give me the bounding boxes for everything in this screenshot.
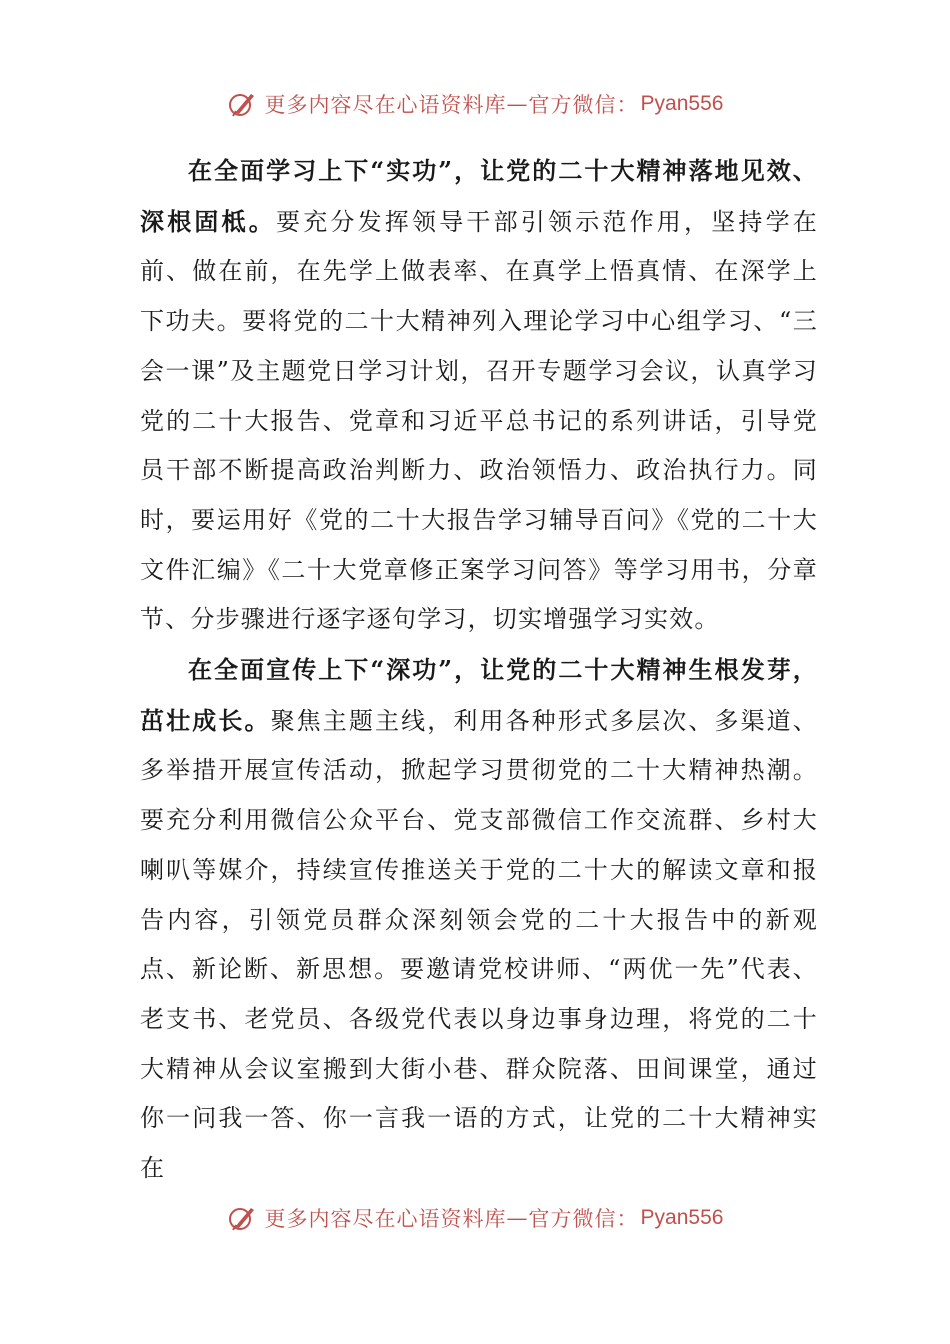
document-body [140, 146, 818, 1194]
footer-banner [0, 1198, 950, 1238]
banner-dash: — [506, 1206, 529, 1230]
paragraph-body: 聚焦主题主线，利用各种形式多层次、多渠道、多举措开展宣传活动，掀起学习贯彻党的二十大精神热潮。要充分利用微信公众平台、党支部微信工作交流群、乡村大喇叭等媒介，持续宣传推送关于党的二十大的解读文章和报告内容，引领党员群众深刻领会党的二十大报告中的新观点、新论断、新思想。要邀请党校讲师、“两优一先”代表、老支书、老党员、各级党代表以身边事身边理，将党的二十大精神从会议室搬到大街小巷、群众院落、田间课堂，通过你一问我一答、你一言我一语的方式，让党的二十大精神实在 [140, 706, 818, 1183]
paragraph-lead: 在全面学习上下“实功”，让党的二十大精神落地见效、深根固柢。 [140, 156, 818, 236]
paragraph-lead: 在全面宣传上下“深功”，让党的二十大精神生根发芽，茁壮成长。 [140, 655, 818, 735]
banner-dash: — [506, 92, 529, 116]
paragraph-publicity [140, 645, 818, 1194]
banner-site-text: 更多内容尽在心语资料库 [264, 1207, 507, 1231]
paragraph-study [140, 146, 818, 645]
quill-pen-logo-icon [227, 89, 257, 119]
banner-site-text: 更多内容尽在心语资料库 [264, 93, 507, 117]
paragraph-body: 要充分发挥领导干部引领示范作用，坚持学在前、做在前，在先学上做表率、在真学上悟真情、在深学上下功夫。要将党的二十大精神列入理论学习中心组学习、“三会一课”及主题党日学习计划，召开专题学习会议，认真学习党的二十大报告、党章和习近平总书记的系列讲话，引导党员干部不断提高政治判断力、政治领悟力、政治执行力。同时，要运用好《党的二十大报告学习辅导百问》《党的二十大文件汇编》《二十大党章修正案学习问答》等学习用书，分章节、分步骤进行逐字逐句学习，切实增强学习实效。 [140, 207, 818, 634]
banner-wechat-id: Pyan556 [640, 92, 724, 115]
banner-wechat-id: Pyan556 [640, 1206, 724, 1229]
banner-wechat-label: 官方微信： [528, 1207, 639, 1231]
banner-wechat-label: 官方微信： [528, 93, 639, 117]
header-banner [0, 84, 950, 124]
quill-pen-logo-icon [227, 1203, 257, 1233]
